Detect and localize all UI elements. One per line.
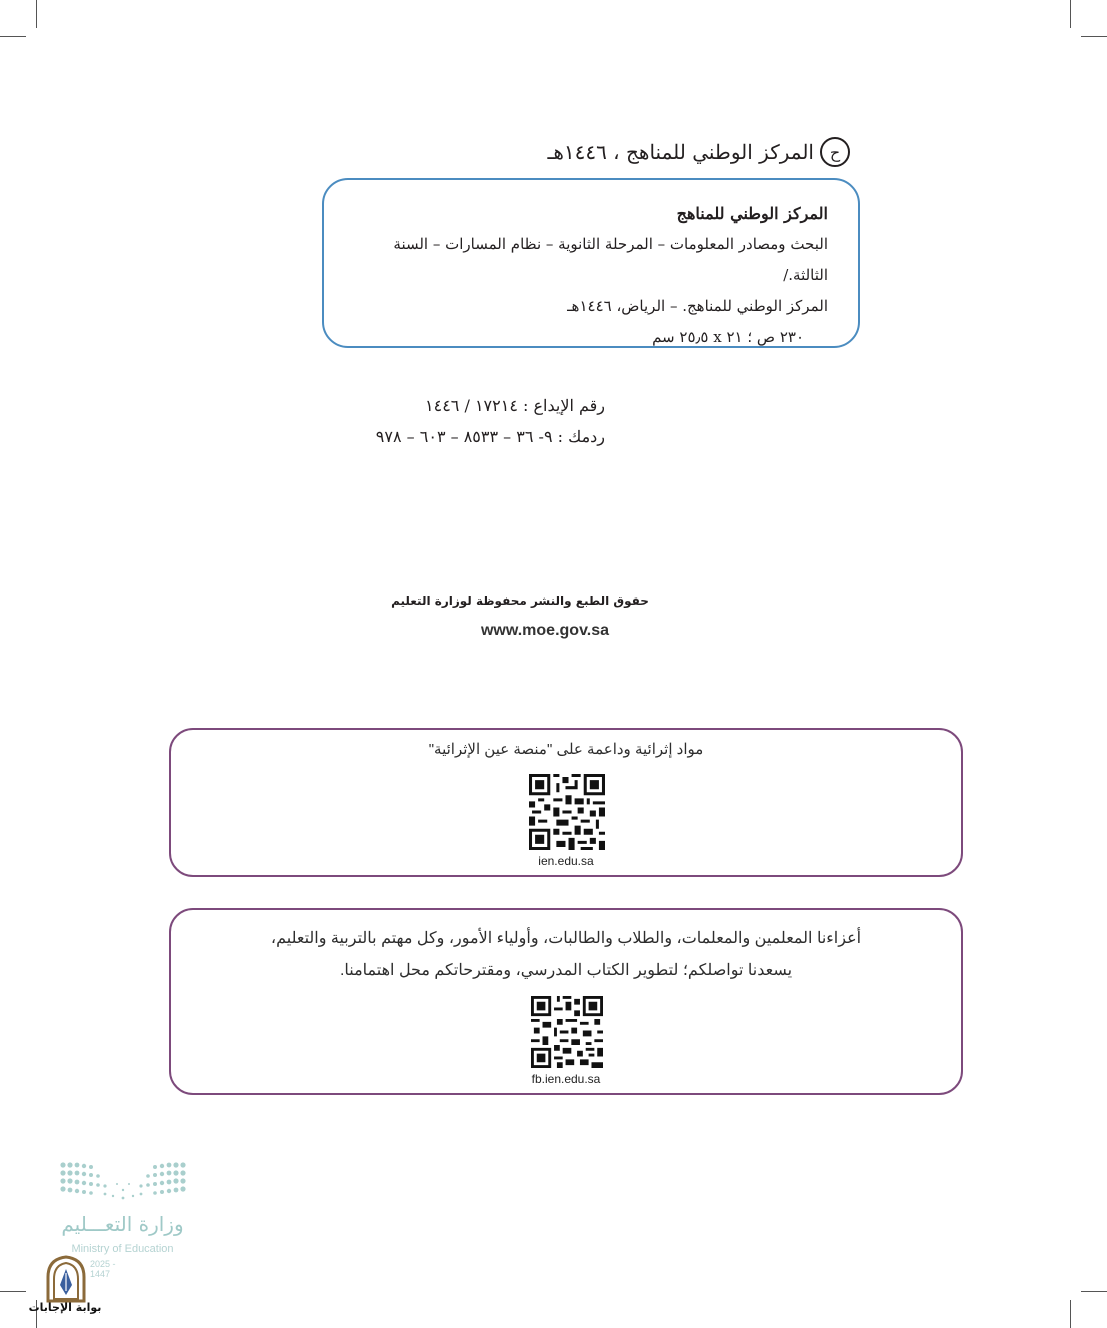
crop-mark [1081, 36, 1107, 37]
crop-mark [1070, 0, 1071, 28]
feedback-url[interactable]: fb.ien.edu.sa [531, 1072, 601, 1086]
rights-statement: حقوق الطبع والنشر محفوظة لوزارة التعليم [391, 594, 649, 608]
ien-qr-code-icon[interactable] [529, 774, 605, 850]
feedback-box [169, 908, 963, 1095]
moe-website-link[interactable]: www.moe.gov.sa [480, 622, 610, 639]
cip-title: المركز الوطني للمناهج [676, 204, 828, 223]
crop-mark [0, 36, 26, 37]
feedback-line: يسعدنا تواصلكم؛ لتطوير الكتاب المدرسي، ومقترحاتكم محل اهتمامنا. [339, 962, 793, 979]
crop-mark [36, 0, 37, 28]
portal-name: بوابة الإجابات [28, 1301, 102, 1314]
copyright-symbol: ح [820, 137, 850, 167]
crop-mark [1070, 1300, 1071, 1328]
feedback-qr-code-icon[interactable] [531, 996, 603, 1068]
deposit-info [340, 390, 605, 452]
ministry-name-arabic: وزارة التعـــليم [61, 1212, 184, 1236]
ien-platform-box [169, 728, 963, 877]
feedback-line: أعزاءنا المعلمين والمعلمات، والطلاب والطالبات، وأولياء الأمور، وكل مهتم بالتربية والتعليم، [270, 930, 862, 947]
ien-heading: مواد إثرائية وداعمة على "منصة عين الإثرائية" [428, 741, 704, 758]
crop-mark [0, 1291, 26, 1292]
copyright-text: المركز الوطني للمناهج ، ١٤٤٦هـ [547, 140, 814, 164]
cataloging-box [322, 178, 860, 348]
cip-line: المركز الوطني للمناهج. – الرياض، ١٤٤٦هـ [567, 297, 828, 315]
deposit-number: رقم الإيداع : ١٧٢١٤ / ١٤٤٦ [425, 396, 605, 415]
cip-line: البحث ومصادر المعلومات – المرحلة الثانوية – نظام المسارات – السنة الثالثة./ [393, 235, 828, 284]
ministry-name-english: Ministry of Education [71, 1243, 174, 1255]
ministry-year: 2025 - 1447 [90, 1259, 116, 1279]
ien-url[interactable]: ien.edu.sa [538, 854, 594, 868]
copyright-line [540, 132, 850, 172]
cip-line: ٢٣٠ ص ؛ ٢١ x ٢٥٫٥ سم [652, 328, 804, 346]
crop-mark [1081, 1291, 1107, 1292]
portal-pen-logo-icon [40, 1255, 92, 1303]
isbn: ردمك : ٩- ٣٦ – ٨٥٣٣ – ٦٠٣ – ٩٧٨ [375, 427, 605, 446]
